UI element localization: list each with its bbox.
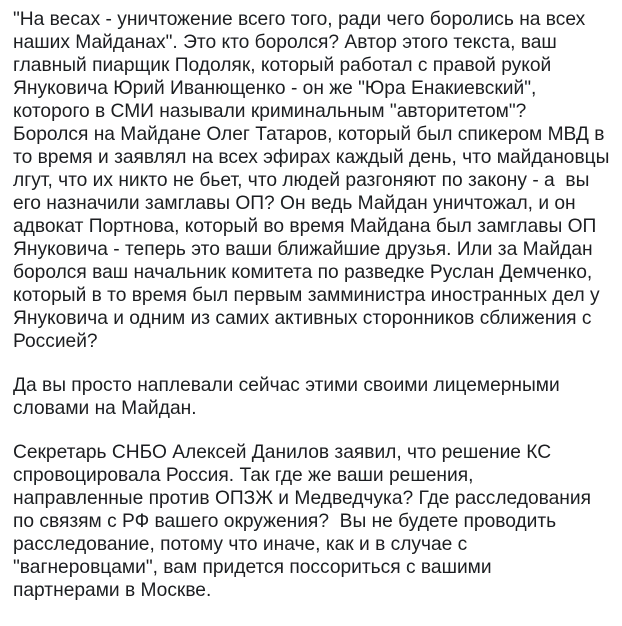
text-line: Боролся на Майдане Олег Татаров, который был спикером МВД в <box>13 124 605 145</box>
text-line: по связям с РФ вашего окружения? Вы не будете проводить <box>13 511 557 532</box>
text-line: направленные против ОПЗЖ и Медведчука? Где расследования <box>13 488 591 509</box>
text-line: лгут, что их никто не бьет, что людей разгоняют по закону - а вы <box>13 170 590 191</box>
text-line: Януковича и одним из самих активных сторонников сближения с <box>13 308 592 329</box>
text-line: партнерами в Москве. <box>13 580 212 601</box>
text-line: словами на Майдан. <box>13 398 197 419</box>
paragraph <box>13 8 622 353</box>
paragraph <box>13 441 622 602</box>
text-line: "На весах - уничтожение всего того, ради чего боролись на всех <box>13 9 586 30</box>
text-line: Януковича - теперь это ваши ближайшие друзья. Или за Майдан <box>13 239 593 260</box>
text-line: расследование, потому что иначе, как и в случае с <box>13 534 468 555</box>
paragraph <box>13 374 622 420</box>
text-line: боролся ваш начальник комитета по разведке Руслан Демченко, <box>13 262 593 283</box>
text-line: которого в СМИ называли криминальным "авторитетом"? <box>13 101 527 122</box>
text-line: его назначили замглавы ОП? Он ведь Майдан уничтожал, и он <box>13 193 576 214</box>
text-line: наших Майданах". Это кто боролся? Автор этого текста, ваш <box>13 32 557 53</box>
text-line: Секретарь СНБО Алексей Данилов заявил, что решение КС <box>13 442 552 463</box>
text-line: Россией? <box>13 331 98 352</box>
text-line: Януковича Юрий Иванющенко - он же "Юра Енакиевский", <box>13 78 537 99</box>
text-line: который в то время был первым замминистра иностранных дел у <box>13 285 600 306</box>
text-line: адвокат Портнова, который во время Майдана был замглавы ОП <box>13 216 597 237</box>
text-line: главный пиарщик Подоляк, который работал с правой рукой <box>13 55 552 76</box>
text-line: то время и заявлял на всех эфирах каждый день, что майдановцы <box>13 147 610 168</box>
text-line: "вагнеровцами", вам придется поссориться с вашими <box>13 557 492 578</box>
text-line: спровоцировала Россия. Так где же ваши решения, <box>13 465 474 486</box>
text-line: Да вы просто наплевали сейчас этими своими лицемерными <box>13 375 560 396</box>
